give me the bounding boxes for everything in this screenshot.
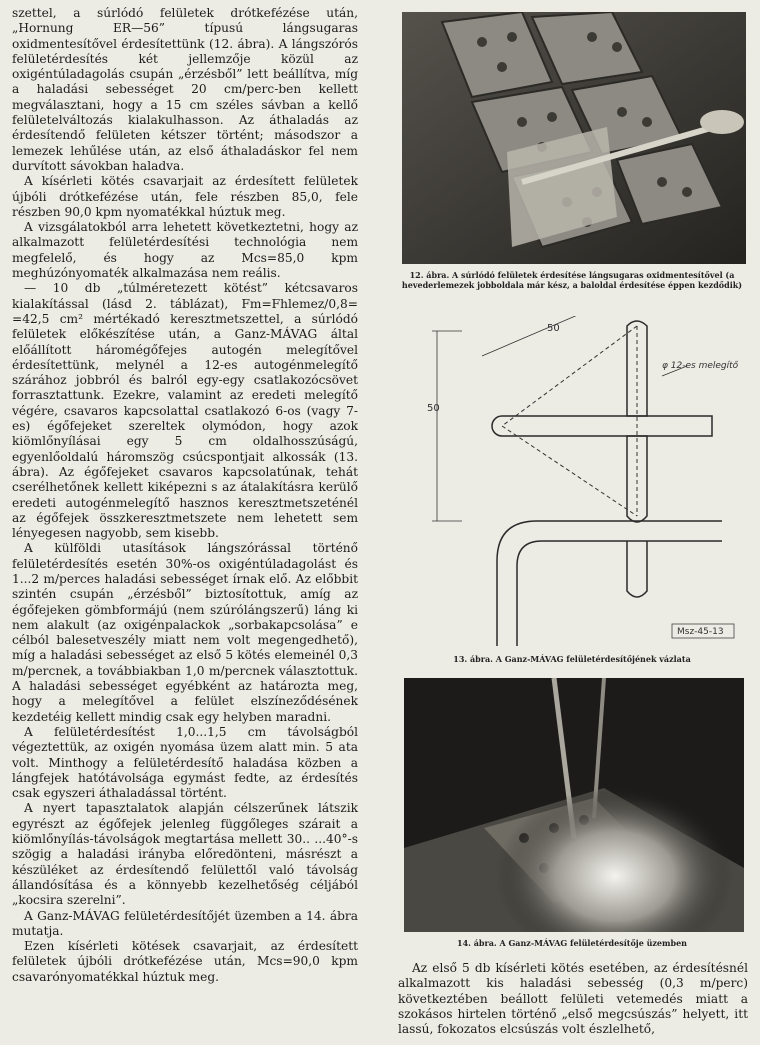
paragraph-7: A nyert tapasztalatok alapján célszerűnek látszik egyrészt az égőfejek jelenleg függőleges szárait a kiömlőnyílás-távolságok megtartása mellett 30.. ...40°-s szögig a haladási irányba előredönteni, másrészt a készüléket az érdesítendő felülettől való távolság állandósítása és a könnyebb kezelhetőség céljából „kocsira szerelni”. xyxy=(12,801,358,908)
paragraph-9: Ezen kísérleti kötések csavarjait, az érdesített felületek újbóli drótkefézése után, Mcs=90,0 kpm csavarónyomatékkal húztuk meg. xyxy=(12,939,358,984)
left-column xyxy=(12,6,358,985)
right-text xyxy=(398,961,748,1037)
dim-50-top: 50 xyxy=(547,323,560,334)
paragraph-1: szettel, a súrlódó felületek drótkefézése után, „Hornung ER—56” típusú lángsugaras oxidmentesítővel érdesítettünk (12. ábra). A lángszórós felületérdesítés két jellemzője közül az oxigéntúladagolás csupán „érzésből” lett beállítva, míg a haladási sebességet 20 cm/perc-ben kellett megválasztani, hogy a 15 cm széles sávban a kellő felületelváltozás kialakulhasson. Az áthaladás az érdesítendő felületen kétszer történt; másodszor a lemezek lehűlése után, az első áthaladáskor fel nem durvított sávokban haladva. xyxy=(12,6,358,173)
paragraph-8: A Ganz-MÁVAG felületérdesítőjét üzemben a 14. ábra mutatja. xyxy=(12,908,358,938)
figure-12-caption: 12. ábra. A súrlódó felületek érdesítése lángsugaras oxidmentesítővel (a hevederlemezek jobboldala már kész, a baloldal érdesítése éppen kezdődik) xyxy=(401,270,743,290)
paragraph-3: A vizsgálatokból arra lehetett következtetni, hogy az alkalmazott felületérdesítési technológia nem megfelelő, és hogy az Mcs=85,0 kpm meghúzónyomaték alkalmazása nem reális. xyxy=(12,220,358,281)
figure-14-caption: 14. ábra. A Ganz-MÁVAG felületérdesítője üzemben xyxy=(457,938,687,948)
figure-14-photo xyxy=(404,678,744,932)
dim-50-left: 50 xyxy=(427,403,440,414)
paragraph-2: A kísérleti kötés csavarjait az érdesített felületek újbóli drótkefézése után, fele részben 85,0, fele részben 90,0 kpm nyomatékkal húztuk meg. xyxy=(12,174,358,219)
figure-13-diagram xyxy=(422,316,742,646)
diagram-code: Msz-45-13 xyxy=(677,627,724,637)
paragraph-4: — 10 db „túlméretezett kötést” kétcsavaros kialakítással (lásd 2. táblázat), Fm=Fhlemez/0,8= =42,5 cm² mértékadó keresztmetszettel, a súrlódó felületek előkészítése után, a Ganz-MÁVAG által előállított háromégőfejes autogén melegítővel érdesítettünk, melynél a 12-es autogénmelegítő szárához jobbról és balról egy-egy csatlakozócsövet forrasztattunk. Ezekre, valamint az eredeti melegítő végére, csavaros kapcsolattal csatlakozó 6-os (vagy 7-es) égőfejeket szereltek olymódon, hogy azok kiömlőnyílásai egy 5 cm oldalhosszúságú, egyenlőoldalú háromszög csúcspontjait alkossák (13. ábra). Az égőfejeket csavaros kapcsolatúnak, tehát cserélhetőnek kellett kiképezni s az átalakításra kerülő eredeti autogénmelegítő hasznos keresztmetszeténél az égőfejek összkeresztmetszete nem lehetett sem lényegesen nagyobb, sem kisebb. xyxy=(12,281,358,541)
figure-13-caption: 13. ábra. A Ganz-MÁVAG felületérdesítőjének vázlata xyxy=(453,654,691,664)
right-paragraph: Az első 5 db kísérleti kötés esetében, az érdesítésnél alkalmazott kis haladási sebesség (0,3 m/perc) következtében beállott felületi vetemedés miatt a szokásos hirtelen történő „első megcsúszás” helyett, itt lassú, fokozatos elcsúszás volt észlelhető, xyxy=(398,961,748,1037)
figure-12-photo xyxy=(402,12,746,264)
melegito-label: φ 12-es melegítő xyxy=(662,361,739,371)
paragraph-6: A felületérdesítést 1,0...1,5 cm távolságból végeztettük, az oxigén nyomása üzem alatt min. 5 ata volt. Minthogy a felületérdesítő haladása közben a lángfejek hatótávolsága egymást fedte, az érdesítés csak egyszeri áthaladással történt. xyxy=(12,724,358,801)
paragraph-5: A külföldi utasítások lángszórással történő felületérdesítés esetén 30%-os oxigéntúladagolást és 1...2 m/perces haladási sebességet írnak elő. Az előbbit szintén csupán „érzésből” biztosítottuk, amíg az égőfejeken gömbformájú (nem szúrólángszerű) láng ki nem alakult (az oxigénpalackok „sorbakapcsolása” e célból balesetveszély miatt nem volt megengedhető), míg a haladási sebességet az első 5 kötés elemeinél 0,3 m/percnek, a továbbiakban 1,0 m/percnek választottuk. A haladási sebességet egyébként az határozta meg, hogy a melegítővel a felület elszíneződésének kezdetéig kellett mindig csak egy helyben maradni. xyxy=(12,541,358,724)
